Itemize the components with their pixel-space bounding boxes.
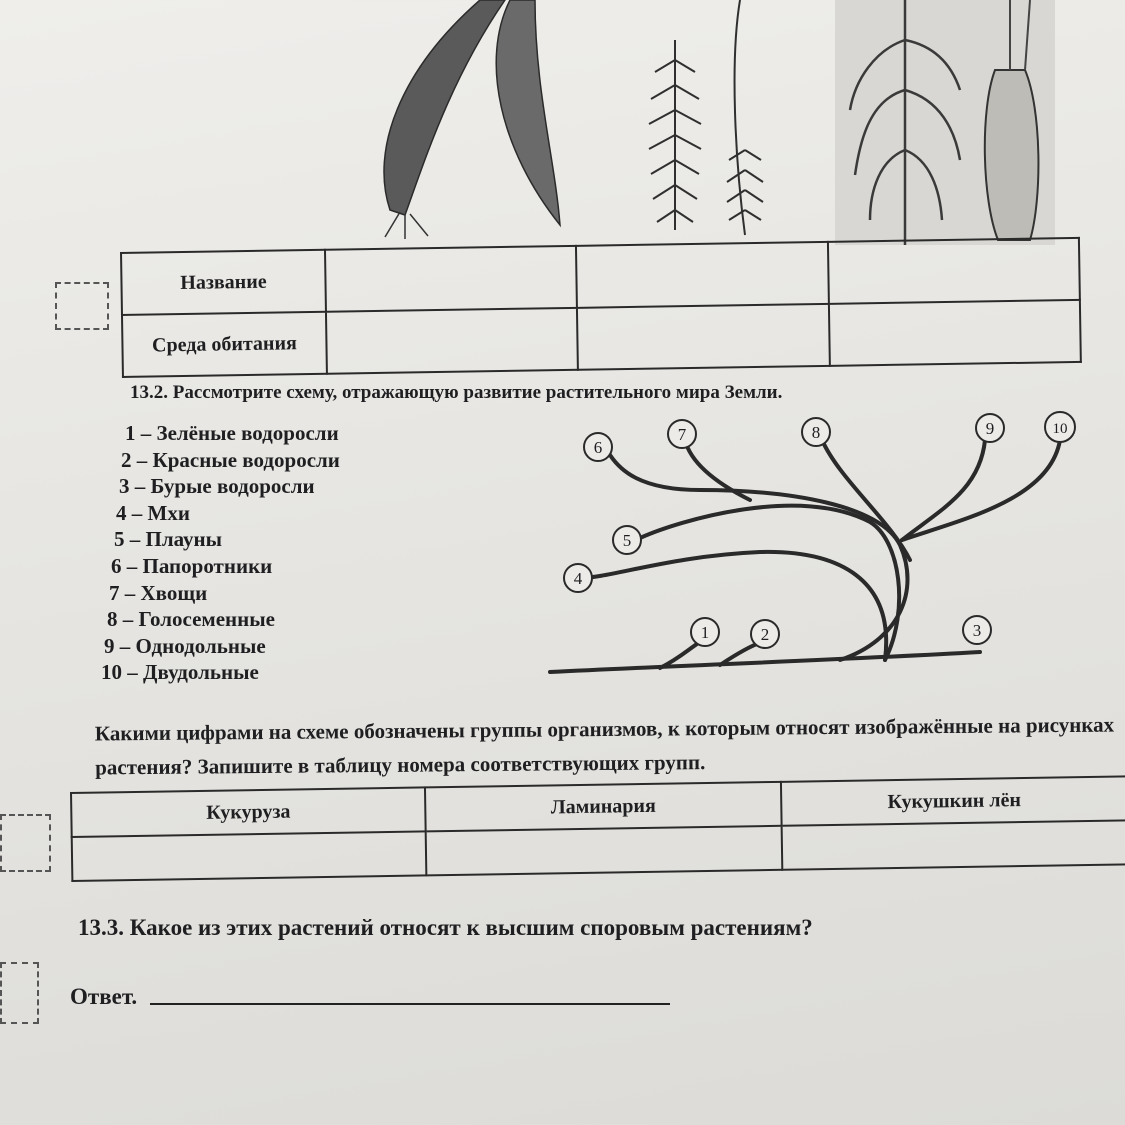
name-cell-2[interactable] xyxy=(576,242,828,308)
corn-illustration xyxy=(835,0,1055,245)
tree-nodes xyxy=(564,412,1075,648)
answer-cell-moss[interactable] xyxy=(782,820,1125,869)
legend-item: 2 – Красные водоросли xyxy=(121,447,340,472)
legend-item: 10 – Двудольные xyxy=(101,660,259,685)
habitat-cell-2[interactable] xyxy=(577,304,829,370)
header-moss: Кукушкин лён xyxy=(781,776,1125,825)
plant-evolution-tree xyxy=(540,410,1100,690)
scheme-legend xyxy=(95,420,340,686)
habitat-cell-1[interactable] xyxy=(326,308,578,374)
node-label: 3 xyxy=(972,621,982,640)
header-kelp: Ламинария xyxy=(425,782,782,832)
moss-illustration xyxy=(649,0,763,235)
habitat-cell-3[interactable] xyxy=(829,300,1081,366)
legend-item: 5 – Плауны xyxy=(114,527,223,552)
node-label: 6 xyxy=(593,438,603,457)
node-label: 8 xyxy=(811,423,821,442)
node-label: 5 xyxy=(622,531,632,550)
name-cell-3[interactable] xyxy=(828,238,1080,304)
plant-illustrations xyxy=(330,0,1090,250)
answer-line[interactable] xyxy=(150,1003,670,1005)
score-box-13-1[interactable] xyxy=(55,282,109,330)
legend-item: 6 – Папоротники xyxy=(111,553,273,578)
score-box-13-3[interactable] xyxy=(0,962,39,1024)
plant-name-habitat-table xyxy=(120,237,1082,378)
legend-item: 1 – Зелёные водоросли xyxy=(125,421,339,445)
node-label: 7 xyxy=(677,425,687,444)
legend-item: 3 – Бурые водоросли xyxy=(119,474,315,499)
score-box-13-2[interactable] xyxy=(0,814,51,872)
legend-item: 8 – Голосеменные xyxy=(107,607,275,632)
node-label: 2 xyxy=(760,625,770,644)
node-label: 1 xyxy=(700,623,710,642)
answer-cell-corn[interactable] xyxy=(72,831,427,881)
node-label: 10 xyxy=(1052,421,1068,437)
plant-group-table xyxy=(70,775,1125,882)
node-label: 9 xyxy=(985,419,995,438)
task-13-3-prompt: 13.3. Какое из этих растений относят к высшим споровым растениям? xyxy=(78,915,813,940)
row-label-habitat: Среда обитания xyxy=(122,312,327,377)
legend-item: 9 – Однодольные xyxy=(104,633,266,658)
kelp-illustration xyxy=(384,0,560,239)
legend-item: 4 – Мхи xyxy=(116,500,190,525)
header-corn: Кукуруза xyxy=(71,787,426,837)
row-label-name: Название xyxy=(121,250,326,315)
task-13-2-question: Какими цифрами на схеме обозначены группы организмов, к которым относят изображённые на рисунках растения? Запишите в таблицу номера соответствующих групп. xyxy=(94,712,1115,780)
legend-item: 7 – Хвощи xyxy=(109,580,208,605)
name-cell-1[interactable] xyxy=(325,246,577,312)
task-13-2-prompt: 13.2. Рассмотрите схему, отражающую развитие растительного мира Земли. xyxy=(130,382,783,403)
node-label: 4 xyxy=(573,569,583,588)
answer-label: Ответ. xyxy=(70,984,138,1009)
answer-cell-kelp[interactable] xyxy=(426,826,783,876)
